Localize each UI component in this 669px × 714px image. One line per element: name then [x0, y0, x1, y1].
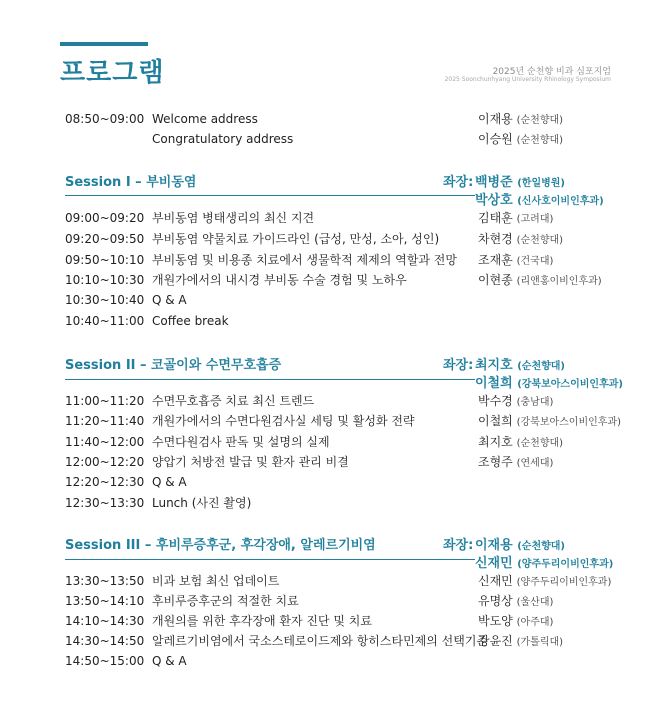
speaker-name: 조재훈: [478, 253, 513, 267]
speaker: [478, 208, 553, 230]
topic: Welcome address: [152, 112, 258, 126]
schedule-row: [0, 208, 669, 228]
speaker-name: 이승원: [478, 132, 513, 146]
chair-name: 이재용: [475, 538, 513, 553]
topic: Coffee break: [152, 314, 229, 328]
speaker: [478, 631, 563, 653]
speaker-name: 강윤진: [478, 634, 513, 648]
chair: [475, 552, 613, 571]
speaker-name: 이재용: [478, 112, 513, 126]
speaker: [478, 452, 553, 474]
chair: [475, 171, 565, 190]
topic: Congratulatory address: [152, 132, 294, 146]
time-slot: 13:30~13:50: [65, 574, 145, 588]
chair: [475, 372, 623, 391]
schedule-row: [0, 493, 669, 513]
speaker-name: 이현종: [478, 273, 513, 287]
speaker: [478, 591, 553, 613]
time-slot: 11:00~11:20: [65, 394, 145, 408]
speaker-name: 유명상: [478, 594, 513, 608]
topic: 개원의를 위한 후각장애 환자 진단 및 치료: [152, 614, 372, 628]
chair: [475, 189, 604, 208]
time-slot: 14:10~14:30: [65, 614, 145, 628]
schedule-row: [0, 611, 669, 631]
schedule-row: [0, 432, 669, 452]
topic: 수면무호흡증 치료 최신 트렌드: [152, 394, 315, 408]
topic: 양압기 처방전 발급 및 환자 관리 비결: [152, 455, 349, 469]
session-divider: [65, 559, 475, 560]
speaker-name: 이철희: [478, 414, 513, 428]
schedule-row: [0, 290, 669, 310]
session-divider: [65, 379, 475, 380]
topic: 개원가에서의 수면다원검사실 세팅 및 활성화 전략: [152, 414, 415, 428]
speaker: [478, 109, 563, 131]
speaker-name: 박도양: [478, 614, 513, 628]
speaker-affiliation: (순천향대): [516, 438, 564, 449]
time-slot: 14:30~14:50: [65, 634, 145, 648]
chair-label: 좌장:: [443, 358, 474, 373]
chair-name: 박상호: [475, 193, 513, 208]
schedule-row: [0, 651, 669, 671]
schedule-row: [0, 591, 669, 611]
schedule-row: [0, 229, 669, 249]
speaker-name: 조형주: [478, 455, 513, 469]
schedule-row: [0, 311, 669, 331]
time-slot: 13:50~14:10: [65, 594, 145, 608]
topic: Q & A: [152, 654, 187, 668]
time-slot: 11:20~11:40: [65, 414, 145, 428]
page-title: 프로그램: [60, 58, 165, 88]
chair-affiliation: (강북보아스이비인후과): [517, 379, 623, 390]
topic: 개원가에서의 내시경 부비동 수술 경험 및 노하우: [152, 273, 407, 287]
speaker: [478, 229, 563, 251]
speaker-affiliation: (건국대): [516, 256, 554, 267]
topic: 비과 보험 최신 업데이트: [152, 574, 280, 588]
chair-name: 최지호: [475, 358, 513, 373]
session-title: Session I – 부비동염: [65, 175, 197, 190]
schedule-row-congratulatory: [0, 129, 669, 149]
chair-affiliation: (순천향대): [517, 361, 565, 372]
chair-affiliation: (순천향대): [517, 541, 565, 552]
session-divider: [65, 195, 475, 196]
time-slot: 08:50~09:00: [65, 112, 145, 126]
speaker-name: 최지호: [478, 435, 513, 449]
time-slot: 14:50~15:00: [65, 654, 145, 668]
chair-affiliation: (양주두리이비인후과): [517, 559, 614, 570]
speaker: [478, 611, 553, 633]
topic: Q & A: [152, 293, 187, 307]
speaker-name: 박수경: [478, 394, 513, 408]
time-slot: 10:30~10:40: [65, 293, 145, 307]
speaker: [478, 250, 553, 272]
speaker-affiliation: (리앤홍이비인후과): [516, 276, 602, 287]
chair-name: 이철희: [475, 376, 513, 391]
speaker: [478, 129, 563, 151]
schedule-row-welcome: [0, 109, 669, 129]
time-slot: 10:10~10:30: [65, 273, 145, 287]
speaker-affiliation: (순천향대): [516, 235, 564, 246]
topic: 부비동염 약물치료 가이드라인 (급성, 만성, 소아, 성인): [152, 232, 440, 246]
time-slot: 11:40~12:00: [65, 435, 145, 449]
chair: [475, 534, 565, 553]
speaker-affiliation: (울산대): [516, 597, 554, 608]
speaker: [478, 411, 621, 433]
speaker-affiliation: (순천향대): [516, 115, 564, 126]
topic: Lunch (사진 촬영): [152, 496, 252, 510]
time-slot: 09:50~10:10: [65, 253, 145, 267]
schedule-row: [0, 631, 669, 651]
time-slot: 10:40~11:00: [65, 314, 145, 328]
speaker-affiliation: (충남대): [516, 397, 554, 408]
speaker-affiliation: (가톨릭대): [516, 637, 564, 648]
event-title: 2025년 순천향 비과 심포지엄: [492, 67, 611, 77]
schedule-row: [0, 452, 669, 472]
speaker-affiliation: (순천향대): [516, 135, 564, 146]
chair-affiliation: (신사호이비인후과): [517, 196, 604, 207]
chair-label: 좌장:: [443, 538, 474, 553]
speaker-name: 신재민: [478, 574, 513, 588]
speaker-affiliation: (연세대): [516, 458, 554, 469]
time-slot: 09:20~09:50: [65, 232, 145, 246]
schedule-row: [0, 472, 669, 492]
chair: [475, 354, 565, 373]
speaker-name: 차현경: [478, 232, 513, 246]
schedule-row: [0, 571, 669, 591]
speaker-affiliation: (강북보아스이비인후과): [516, 417, 622, 428]
chair-name: 신재민: [475, 556, 513, 571]
time-slot: 12:30~13:30: [65, 496, 145, 510]
schedule-row: [0, 250, 669, 270]
title-accent-bar: [60, 42, 148, 46]
speaker-name: 김태훈: [478, 211, 513, 225]
schedule-row: [0, 411, 669, 431]
speaker: [478, 571, 611, 593]
speaker: [478, 270, 602, 292]
chair-label: 좌장:: [443, 175, 474, 190]
topic: 수면다원검사 판독 및 설명의 실제: [152, 435, 330, 449]
topic: 후비루증후군의 적절한 치료: [152, 594, 299, 608]
topic: 알레르기비염에서 국소스테로이드제와 항히스타민제의 선택기준: [152, 634, 489, 648]
schedule-row: [0, 391, 669, 411]
speaker-affiliation: (양주두리이비인후과): [516, 577, 612, 588]
topic: 부비동염 병태생리의 최신 지견: [152, 211, 315, 225]
time-slot: 12:20~12:30: [65, 475, 145, 489]
topic: Q & A: [152, 475, 187, 489]
session-title: Session III – 후비루증후군, 후각장애, 알레르기비염: [65, 538, 376, 553]
chair-affiliation: (한일병원): [517, 178, 565, 189]
session-title: Session II – 코골이와 수면무호흡증: [65, 358, 282, 373]
speaker: [478, 432, 563, 454]
speaker-affiliation: (고려대): [516, 214, 554, 225]
topic: 부비동염 및 비용종 치료에서 생물학적 제제의 역할과 전망: [152, 253, 457, 267]
time-slot: 12:00~12:20: [65, 455, 145, 469]
schedule-row: [0, 270, 669, 290]
time-slot: 09:00~09:20: [65, 211, 145, 225]
speaker-affiliation: (아주대): [516, 617, 554, 628]
speaker: [478, 391, 553, 413]
chair-name: 백병준: [475, 175, 513, 190]
event-subtitle: 2025 Soonchunhyang University Rhinology Symposium: [444, 76, 611, 83]
